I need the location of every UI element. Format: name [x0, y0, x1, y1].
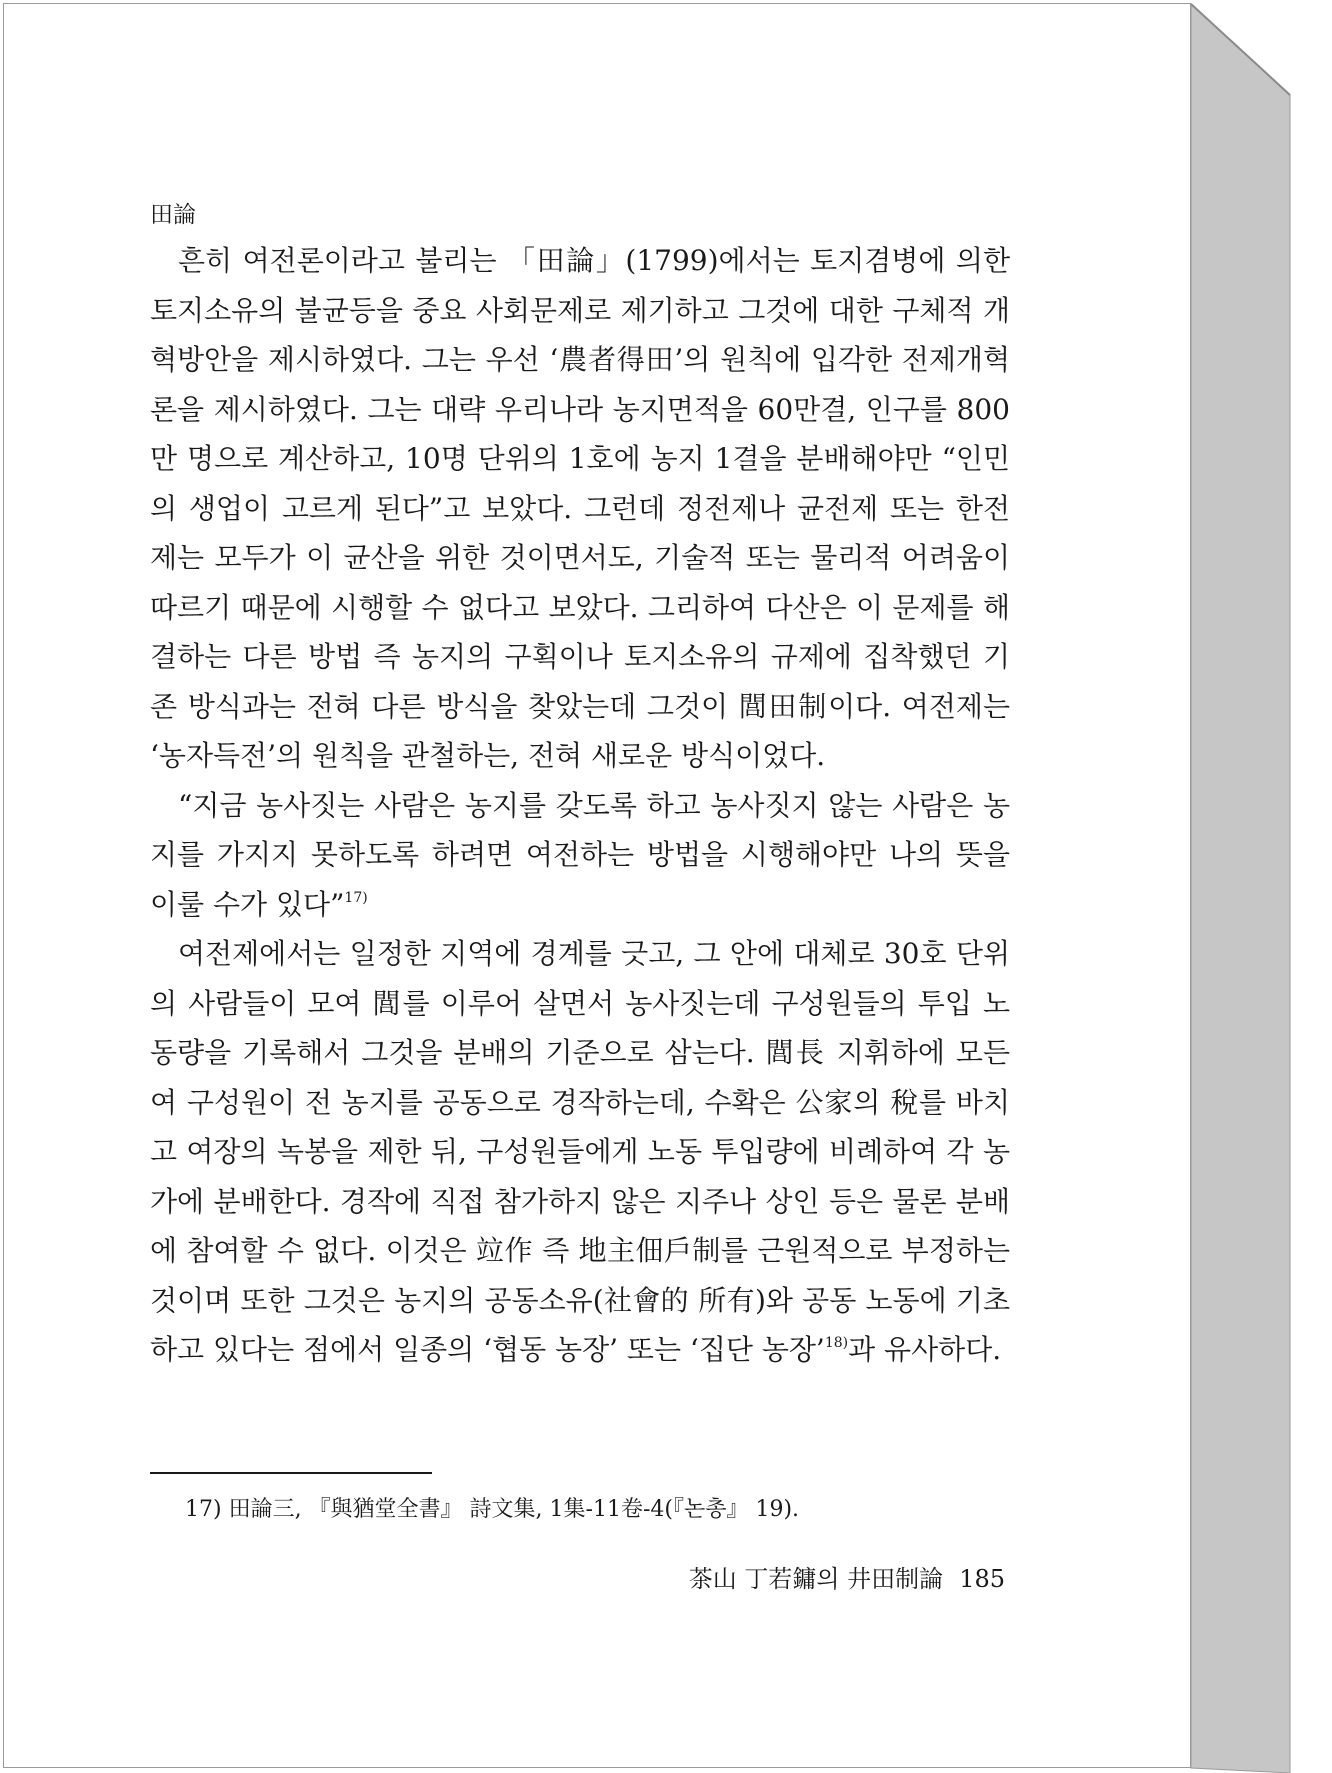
quote-paragraph: [150, 781, 1010, 930]
paragraph-text: “지금 농사짓는 사람은 농지를 갖도록 하고 농사짓지 않는 사람은 농지를 가지지 못하도록 하려면 여전하는 방법을 시행해야만 나의 뜻을 이룰 수가 있다”: [150, 788, 1010, 921]
body-paragraph: [150, 236, 1010, 781]
running-title: 茶山 丁若鏞의 井田制論: [688, 1565, 944, 1593]
page-edge-side: [1191, 4, 1290, 1773]
paragraph-tail: 과 유사하다.: [848, 1333, 1002, 1366]
paragraph-text: 여전제에서는 일정한 지역에 경계를 긋고, 그 안에 대체로 30호 단위의 사람들이 모여 閭를 이루어 살면서 농사짓는데 구성원들의 투입 노동량을 기록해서 그것을 분배의 기준으로 삼는다. 閭長 지휘하에 모든 여 구성원이 전 농지를 공동으로 경작하는데, 수확은 公家의 稅를 바치고 여장의 녹봉을 제한 뒤, 구성원들에게 노동 투입량에 비례하여 각 농가에 분배한다. 경작에 직접 참가하지 않은 지주나 상인 등은 물론 분배에 참여할 수 없다. 이것은 竝作 즉 地主佃戶制를 근원적으로 부정하는 것이며 또한 그것은 농지의 공동소유(社會的 所有)와 공동 노동에 기초하고 있다는 점에서 일종의 ‘협동 농장’ 또는 ‘집단 농장’: [150, 937, 1010, 1366]
footnote-ref: 17): [344, 889, 368, 906]
running-footer: [689, 1564, 1005, 1594]
paragraph-text: 흔히 여전론이라고 불리는 「田論」(1799)에서는 토지겸병에 의한 토지소유의 불균등을 중요 사회문제로 제기하고 그것에 대한 구체적 개혁방안을 제시하였다. 그는 우선 ‘農者得田’의 원칙에 입각한 전제개혁론을 제시하였다. 그는 대략 우리나라 농지면적을 60만결, 인구를 800만 명으로 계산하고, 10명 단위의 1호에 농지 1결을 분배해야만 “인민의 생업이 고르게 된다”고 보았다. 그런데 정전제나 균전제 또는 한전제는 모두가 이 균산을 위한 것이면서도, 기술적 또는 물리적 어려움이 따르기 때문에 시행할 수 없다고 보았다. 그리하여 다산은 이 문제를 해결하는 다른 방법 즉 농지의 구획이나 토지소유의 규제에 집착했던 기존 방식과는 전혀 다른 방식을 찾았는데 그것이 閭田制이다. 여전제는 ‘농자득전’의 원칙을 관철하는, 전혀 새로운 방식이었다.: [150, 244, 1010, 772]
body-paragraph: [150, 929, 1010, 1375]
page-number: 185: [959, 1565, 1005, 1593]
page-content: [150, 200, 1010, 1375]
footnote-ref: 18): [824, 1335, 849, 1351]
footnote-divider: [150, 1472, 432, 1474]
section-heading: 田論: [150, 202, 196, 228]
footnote: 17) 田論三, 『與猶堂全書』 詩文集, 1集-11卷-4(『논총』 19).: [185, 1497, 800, 1522]
